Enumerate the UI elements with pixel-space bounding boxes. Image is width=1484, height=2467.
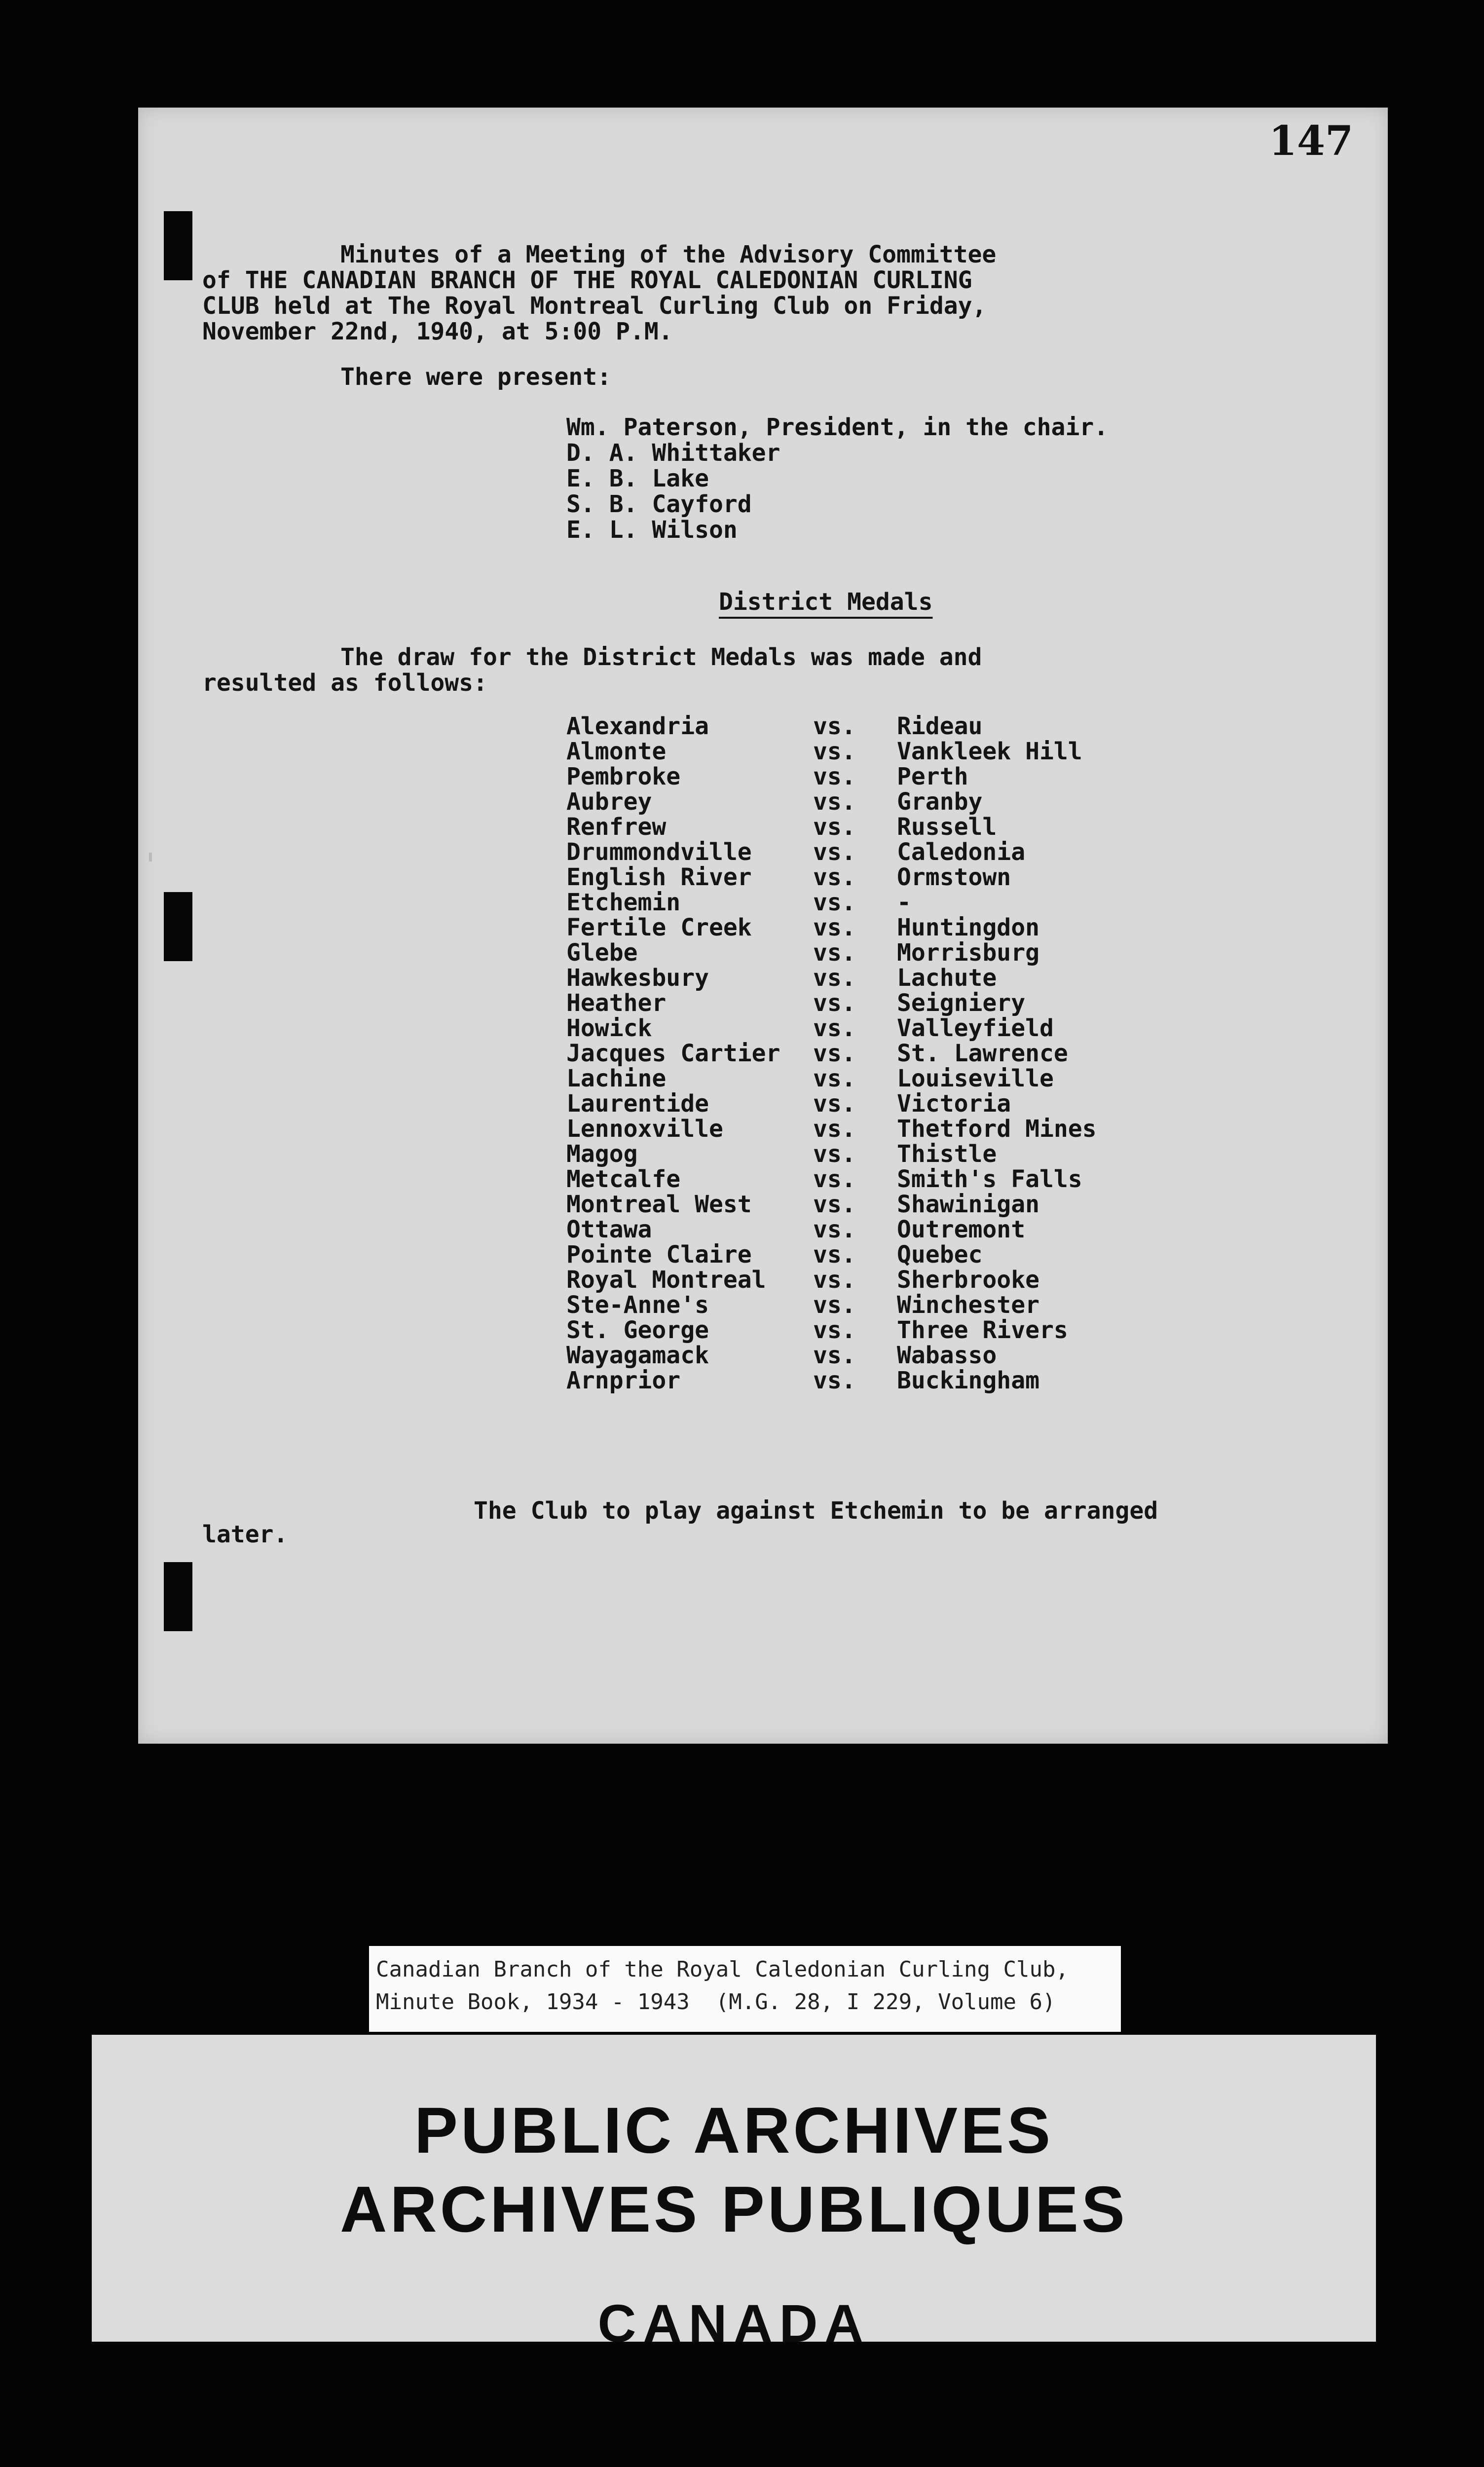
stamp-line-french: ARCHIVES PUBLIQUES — [340, 2173, 1128, 2245]
draw-away-club: Valleyfield — [897, 1014, 1054, 1042]
draw-home-club: Ste-Anne's — [566, 1291, 709, 1319]
caption-line: Canadian Branch of the Royal Caledonian Curling Club, — [376, 1957, 1069, 1982]
draw-vs: vs. — [813, 914, 856, 941]
draw-vs: vs. — [813, 889, 856, 916]
draw-home-club: Aubrey — [566, 788, 652, 816]
draw-away-club: Wabasso — [897, 1342, 997, 1369]
closing-line: The Club to play against Etchemin to be arranged — [474, 1497, 1158, 1525]
heading-first-line: Minutes of a Meeting of the Advisory Committee — [340, 241, 997, 268]
draw-home-club: Pembroke — [566, 763, 681, 790]
draw-home-club: Magog — [566, 1140, 638, 1168]
draw-vs: vs. — [813, 712, 856, 740]
draw-home-club: Montreal West — [566, 1191, 752, 1218]
draw-home-club: Howick — [566, 1014, 652, 1042]
draw-vs: vs. — [813, 1065, 856, 1092]
draw-away-club: Lachute — [897, 964, 997, 992]
draw-away-club: Ormstown — [897, 863, 1011, 891]
draw-vs: vs. — [813, 1266, 856, 1294]
draw-away-club: Three Rivers — [897, 1316, 1068, 1344]
draw-vs: vs. — [813, 1165, 856, 1193]
draw-home-club: St. George — [566, 1316, 709, 1344]
draw-vs: vs. — [813, 1140, 856, 1168]
draw-home-club: Wayagamack — [566, 1342, 709, 1369]
draw-home-club: Fertile Creek — [566, 914, 752, 941]
draw-home-club: Lachine — [566, 1065, 667, 1092]
draw-home-club: Almonte — [566, 738, 667, 765]
draw-away-club: Thetford Mines — [897, 1115, 1097, 1143]
caption-slip — [369, 1946, 1121, 2032]
draw-away-club: Rideau — [897, 712, 983, 740]
draw-home-club: Royal Montreal — [566, 1266, 766, 1294]
draw-away-club: Seigniery — [897, 989, 1026, 1017]
draw-intro-line: resulted as follows: — [202, 669, 487, 697]
attendee: E. B. Lake — [566, 465, 709, 492]
draw-home-club: Drummondville — [566, 838, 752, 866]
archives-stamp — [92, 2035, 1376, 2342]
heading-continuation — [202, 267, 986, 344]
draw-home-club: Pointe Claire — [566, 1241, 752, 1269]
draw-vs: vs. — [813, 1291, 856, 1319]
draw-vs: vs. — [813, 788, 856, 816]
attendee: E. L. Wilson — [566, 516, 738, 544]
draw-home-club: Laurentide — [566, 1090, 709, 1118]
draw-away-club: Sherbrooke — [897, 1266, 1039, 1294]
draw-away-club: Louiseville — [897, 1065, 1054, 1092]
typed-minutes-page — [138, 108, 1388, 1744]
draw-away-club: Smith's Falls — [897, 1165, 1082, 1193]
stamp-line-english: PUBLIC ARCHIVES — [414, 2094, 1054, 2167]
draw-vs: vs. — [813, 838, 856, 866]
attendee: S. B. Cayford — [566, 490, 752, 518]
draw-vs: vs. — [813, 813, 856, 841]
present-intro: There were present: — [340, 363, 612, 391]
punch-hole-top — [164, 211, 192, 280]
heading-line: of THE CANADIAN BRANCH OF THE ROYAL CALEDONIAN CURLING — [202, 266, 972, 294]
draw-home-club: Hawkesbury — [566, 964, 709, 992]
draw-home-club: Alexandria — [566, 712, 709, 740]
draw-vs: vs. — [813, 1040, 856, 1067]
draw-vs: vs. — [813, 1342, 856, 1369]
draw-home-club: English River — [566, 863, 752, 891]
stamp-line-country: CANADA — [597, 2293, 870, 2342]
draw-away-club: Shawinigan — [897, 1191, 1039, 1218]
draw-home-club: Ottawa — [566, 1216, 652, 1243]
draw-vs: vs. — [813, 989, 856, 1017]
draw-home-club: Glebe — [566, 939, 638, 967]
draw-vs: vs. — [813, 1115, 856, 1143]
draw-away-club: Winchester — [897, 1291, 1039, 1319]
section-title: District Medals — [719, 588, 933, 616]
draw-home-club: Heather — [566, 989, 667, 1017]
draw-away-club: Buckingham — [897, 1367, 1039, 1394]
draw-vs: vs. — [813, 738, 856, 765]
draw-home-club: Jacques Cartier — [566, 1040, 780, 1067]
draw-vs: vs. — [813, 863, 856, 891]
attendee-list — [566, 414, 1108, 543]
draw-vs: vs. — [813, 763, 856, 790]
draw-vs: vs. — [813, 964, 856, 992]
caption-line: Minute Book, 1934 - 1943 (M.G. 28, I 229, Volume 6) — [376, 1989, 1056, 2015]
attendee: D. A. Whittaker — [566, 439, 780, 467]
draw-away-club: Vankleek Hill — [897, 738, 1082, 765]
draw-vs: vs. — [813, 1191, 856, 1218]
draw-home-club: Lennoxville — [566, 1115, 723, 1143]
draw-vs: vs. — [813, 1367, 856, 1394]
draw-away-club: Russell — [897, 813, 997, 841]
heading-line: November 22nd, 1940, at 5:00 P.M. — [202, 318, 673, 345]
draw-away-club: Thistle — [897, 1140, 997, 1168]
draw-home-club: Metcalfe — [566, 1165, 681, 1193]
draw-away-club: Perth — [897, 763, 968, 790]
draw-home-club: Renfrew — [566, 813, 667, 841]
draw-vs: vs. — [813, 1090, 856, 1118]
page-edge-mark — [149, 853, 152, 861]
draw-vs: vs. — [813, 1014, 856, 1042]
draw-away-club: Outremont — [897, 1216, 1026, 1243]
draw-away-club: - — [897, 889, 911, 916]
page-number: 147 — [1268, 117, 1353, 165]
draw-away-club: Huntingdon — [897, 914, 1039, 941]
attendee: Wm. Paterson, President, in the chair. — [566, 413, 1109, 441]
draw-away-club: Morrisburg — [897, 939, 1039, 967]
closing-line: later. — [202, 1521, 288, 1548]
punch-hole-middle — [164, 892, 192, 961]
draw-vs: vs. — [813, 1241, 856, 1269]
draw-away-club: Caledonia — [897, 838, 1026, 866]
draw-home-club: Arnprior — [566, 1367, 681, 1394]
draw-away-club: Granby — [897, 788, 983, 816]
draw-intro-line: The draw for the District Medals was made and — [340, 643, 982, 671]
punch-hole-bottom — [164, 1562, 192, 1631]
draw-vs: vs. — [813, 1316, 856, 1344]
draw-vs: vs. — [813, 939, 856, 967]
draw-away-club: Quebec — [897, 1241, 983, 1269]
draw-away-club: Victoria — [897, 1090, 1011, 1118]
draw-away-club: St. Lawrence — [897, 1040, 1068, 1067]
heading-line: CLUB held at The Royal Montreal Curling Club on Friday, — [202, 292, 987, 320]
draw-home-club: Etchemin — [566, 889, 681, 916]
draw-vs: vs. — [813, 1216, 856, 1243]
